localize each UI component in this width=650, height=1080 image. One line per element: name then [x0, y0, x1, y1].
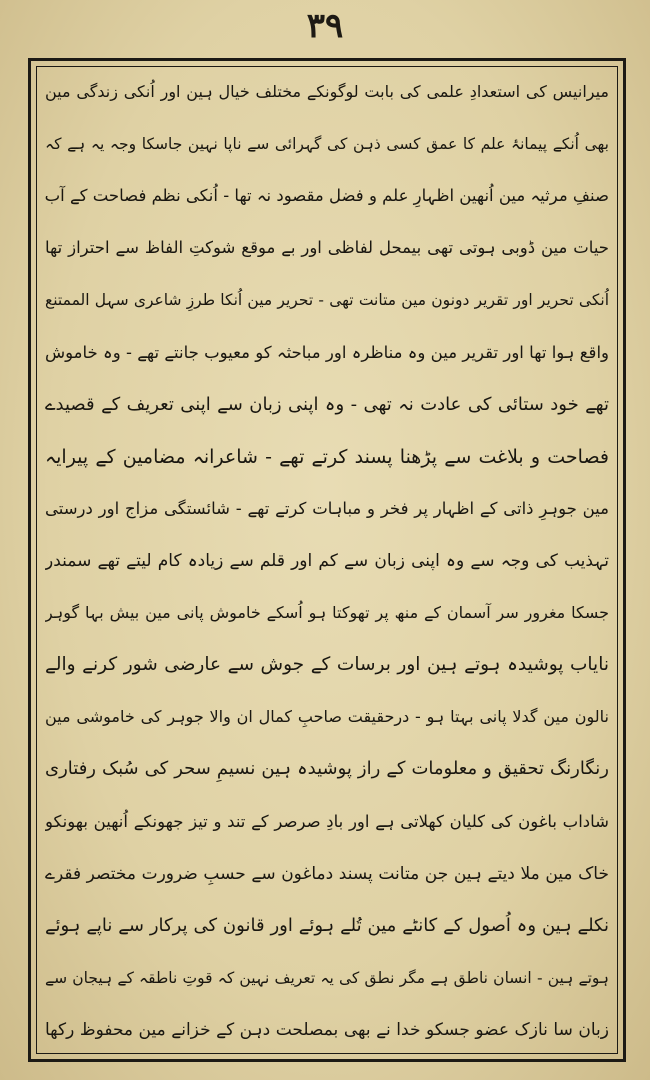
text-line: مین جوہرِ ذاتی کے اظہار پر فخر و مباہات کرتے تھے - شائستگی مزاج اور درستی — [45, 498, 609, 518]
text-line: اُنکی تحریر اور تقریر دونون مین متانت تھی - تحریر مین اُنکا طرزِ شاعری سہل الممتنع — [45, 291, 609, 310]
text-line: واقع ہوا تھا اور تقریر مین وہ مناظرہ اور مباحثہ کو معیوب جانتے تھے - وہ خاموش — [45, 342, 609, 362]
text-line: نالون مین گدلا پانی بہتا ہو - درحقیقت صاحبِ کمال ان والا جوہر کی خاموشی مین — [45, 707, 609, 727]
text-line: تہذیب کی وجہ سے وہ اپنی زبان سے کم اور قلم سے زیادہ کام لیتے تھے سمندر — [45, 550, 609, 571]
text-line: خاک مین ملا دیتے ہین جن متانت پسند دماغون سے حسبِ ضرورت مختصر فقرے — [45, 863, 609, 884]
text-frame — [28, 58, 626, 1062]
text-line: فصاحت و بلاغت سے پڑھنا پسند کرتے تھے - شاعرانہ مضامین کے پیرایہ — [45, 445, 609, 468]
text-line: نایاب پوشیدہ ہوتے ہین اور برسات کے جوش سے عارضی شور کرنے والے — [45, 654, 609, 676]
text-body — [45, 73, 609, 1049]
text-line: میرانیس کی استعدادِ علمی کی بابت لوگونکے مختلف خیال ہین اور اُنکی زندگی مین — [45, 82, 609, 101]
text-line: تھے خود ستائی کی عادت نہ تھی - وہ اپنی زبان سے اپنی تعریف کے قصیدے — [45, 393, 609, 415]
text-line: صنفِ مرثیہ مین اُنھین اظہارِ علم و فضل مقصود نہ تھا - اُنکی نظم فصاحت کے آب — [45, 186, 609, 206]
text-line: جسکا مغرور سر آسمان کے منھ پر تھوکتا ہو اُسکے خاموش پانی مین بیش بہا گوہر — [45, 603, 609, 623]
text-line: زبان سا نازک عضو جسکو خدا نے بھی بمصلحت دہن کے خزانے مین محفوظ رکھا — [45, 1019, 609, 1040]
text-line: ہوتے ہین - انسان ناطق ہے مگر نطق کی یہ تعریف نہین کہ قوتِ ناطقہ کے ہیجان سے — [45, 968, 609, 987]
text-line: نکلے ہین وہ اُصول کے کانٹے مین تُلے ہوئے اور قانون کی پرکار سے ناپے ہوئے — [45, 914, 609, 936]
text-line: شاداب باغون کی کلیان کھلاتی ہے اور بادِ صرصر کے تند و تیز جھونکے اُنھین بھونکو — [45, 811, 609, 831]
text-line: حیات مین ڈوبی ہوتی تھی بیمحل لفاظی اور بے موقع شوکتِ الفاظ سے احتراز تھا — [45, 238, 609, 258]
text-line: بھی اُنکے پیمانۂ علم کا عمق کسی ذہن کی گہرائی سے ناپا نہین جاسکا وجہ یہ ہے کہ — [45, 135, 609, 154]
text-line: رنگارنگ تحقیق و معلومات کے راز پوشیدہ ہین نسیمِ سحر کی سُبک رفتاری — [45, 758, 609, 780]
page-number: ۳۹ — [306, 6, 344, 46]
